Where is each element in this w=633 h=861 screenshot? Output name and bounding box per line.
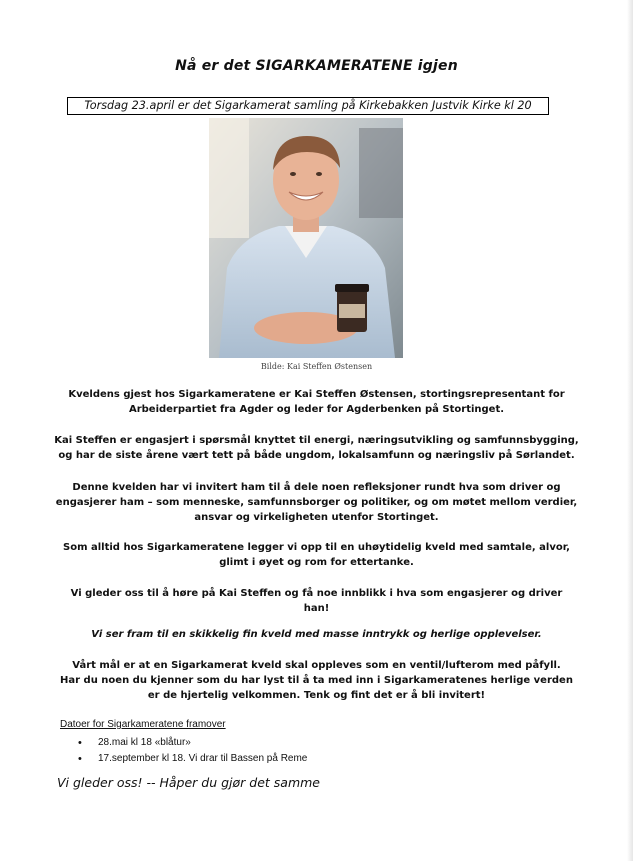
dates-heading: Datoer for Sigarkameratene framover xyxy=(60,719,226,730)
paragraph-as-always: Som alltid hos Sigarkameratene legger vi opp til en uhøytidelig kveld med samtale, alvor, glimt i øyet og rom for ettertanke. xyxy=(63,542,570,568)
list-item: • 28.mai kl 18 «blåtur» xyxy=(78,735,307,751)
paragraph-guest-intro: Kveldens gjest hos Sigarkameratene er Kai Steffen Østensen, stortingsrepresentant for Arbeiderpartiet fra Agder og leder for Agderbenken på Stortinget. xyxy=(68,389,565,415)
paragraph-fine-evening: Vi ser fram til en skikkelig fin kveld med masse inntrykk og herlige opplevelser. xyxy=(91,629,542,640)
photo-caption: Bilde: Kai Steffen Østensen xyxy=(260,362,373,371)
paragraph-invitation: Denne kvelden har vi invitert ham til å dele noen refleksjoner rundt hva som driver og engasjerer ham – som menneske, samfunnsborger og politiker, og om møtet mellom verdier, ansvar og virkeligheten utenfor Stortinget. xyxy=(55,482,578,523)
paragraph-engagement: Kai Steffen er engasjert i spørsmål knyttet til energi, næringsutvikling og samfunnsbygging, og har de siste årene vært tett på både ungdom, lokalsamfunn og næringsliv på Sørlandet. xyxy=(54,435,579,461)
closing-line: Vi gleder oss! -- Håper du gjør det samme xyxy=(57,775,320,790)
dates-list xyxy=(78,735,307,767)
page-edge-shadow xyxy=(627,0,633,861)
guest-photo xyxy=(209,118,403,358)
list-item: • 17.september kl 18. Vi drar til Bassen på Reme xyxy=(78,751,307,767)
paragraph-looking-forward: Vi gleder oss til å høre på Kai Steffen og få noe innblikk i hva som engasjerer og driver han! xyxy=(70,588,563,614)
event-announcement: Torsdag 23.april er det Sigarkamerat samling på Kirkebakken Justvik Kirke kl 20 xyxy=(67,97,549,115)
page-title: Nå er det SIGARKAMERATENE igjen xyxy=(175,58,458,74)
paragraph-our-goal: Vårt mål er at en Sigarkamerat kveld skal oppleves som en ventil/lufterom med påfyll. Har du noen du kjenner som du har lyst til å ta med inn i Sigarkameratenes herlige verden er de hjertelig velkommen. Tenk og fint det er å bli invitert! xyxy=(60,660,573,701)
